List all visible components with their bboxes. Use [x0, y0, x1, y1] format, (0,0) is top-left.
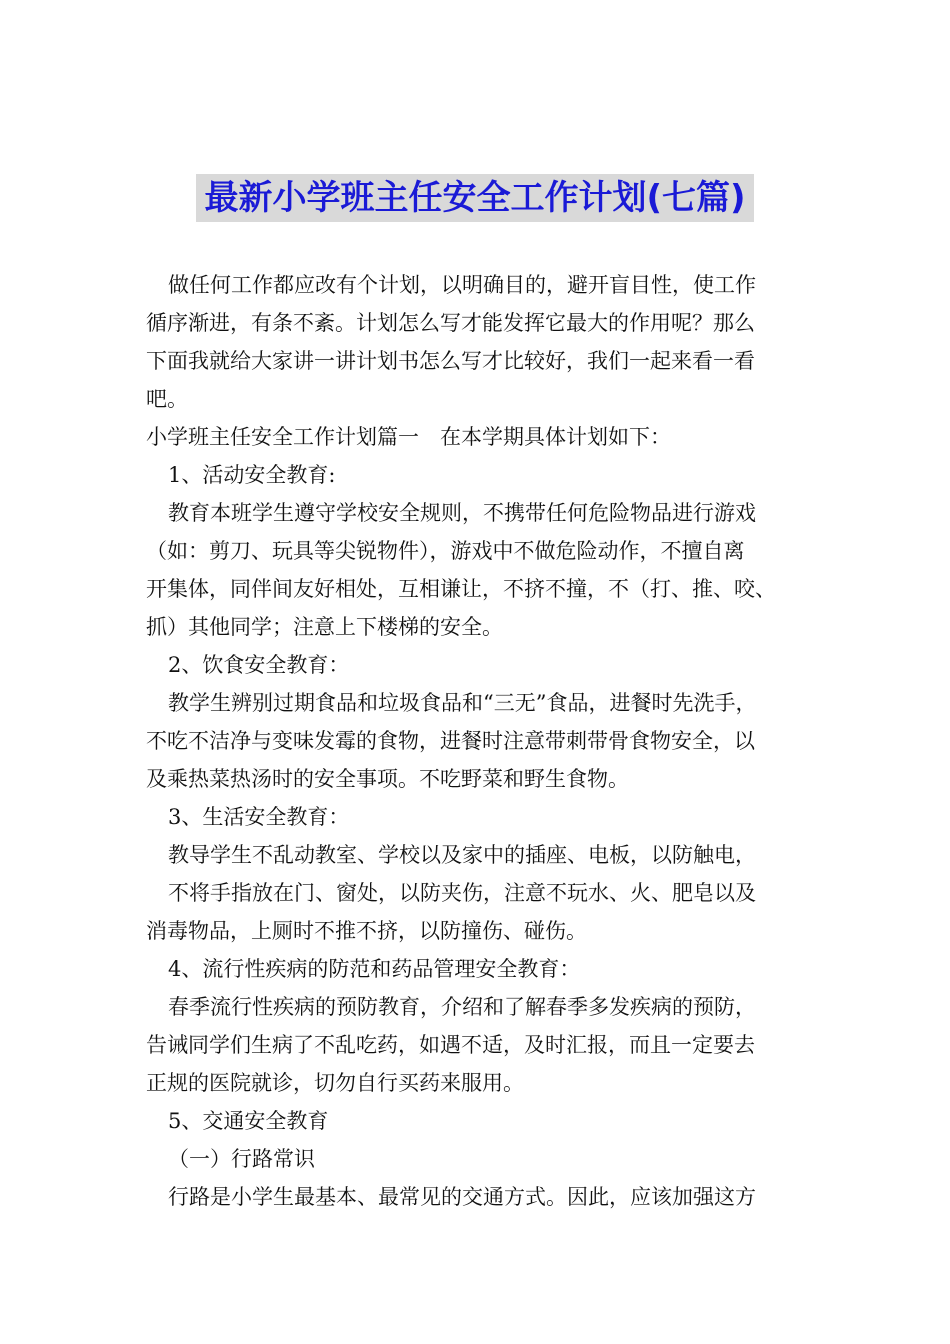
body-line: 教育本班学生遵守学校安全规则，不携带任何危险物品进行游戏	[168, 501, 756, 525]
title-container	[0, 174, 950, 222]
section-heading: 小学班主任安全工作计划篇一 在本学期具体计划如下：	[146, 425, 671, 449]
body-line: 教学生辨别过期食品和垃圾食品和“三无”食品，进餐时先洗手，	[168, 691, 757, 715]
section-heading: 2、饮食安全教育：	[168, 653, 350, 677]
document-title: 最新小学班主任安全工作计划(七篇)	[196, 174, 753, 222]
body-line: 告诫同学们生病了不乱吃药，如遇不适，及时汇报，而且一定要去	[146, 1033, 755, 1057]
body-line: 行路是小学生最基本、最常见的交通方式。因此，应该加强这方	[168, 1185, 756, 1209]
body-line: 不将手指放在门、窗处，以防夹伤，注意不玩水、火、肥皂以及	[168, 881, 756, 905]
section-heading: 5、交通安全教育	[168, 1109, 329, 1133]
body-line: 教导学生不乱动教室、学校以及家中的插座、电板，以防触电，	[168, 843, 756, 867]
sub-heading: （一）行路常识	[168, 1147, 315, 1171]
body-line: 抓）其他同学；注意上下楼梯的安全。	[146, 615, 503, 639]
body-line: 正规的医院就诊，切勿自行买药来服用。	[146, 1071, 524, 1095]
section-heading: 3、生活安全教育：	[168, 805, 350, 829]
body-line: 春季流行性疾病的预防教育，介绍和了解春季多发疾病的预防，	[168, 995, 756, 1019]
body-line: 及乘热菜热汤时的安全事项。不吃野菜和野生食物。	[146, 767, 629, 791]
body-line: 消毒物品，上厕时不推不挤，以防撞伤、碰伤。	[146, 919, 587, 943]
body-line: 开集体，同伴间友好相处，互相谦让，不挤不撞，不（打、推、咬、	[146, 577, 776, 601]
body-line: 下面我就给大家讲一讲计划书怎么写才比较好，我们一起来看一看	[146, 349, 755, 373]
body-line: 不吃不洁净与变味发霉的食物，进餐时注意带刺带骨食物安全，以	[146, 729, 755, 753]
section-heading: 4、流行性疾病的防范和药品管理安全教育：	[168, 957, 581, 981]
body-line: 吧。	[146, 387, 188, 411]
body-line: （如：剪刀、玩具等尖锐物件），游戏中不做危险动作，不擅自离	[146, 539, 745, 563]
body-line: 循序渐进，有条不紊。计划怎么写才能发挥它最大的作用呢？那么	[146, 311, 755, 335]
document-body	[146, 266, 826, 1216]
body-line: 做任何工作都应改有个计划，以明确目的，避开盲目性，使工作	[168, 273, 756, 297]
section-heading: 1、活动安全教育:	[168, 463, 336, 487]
